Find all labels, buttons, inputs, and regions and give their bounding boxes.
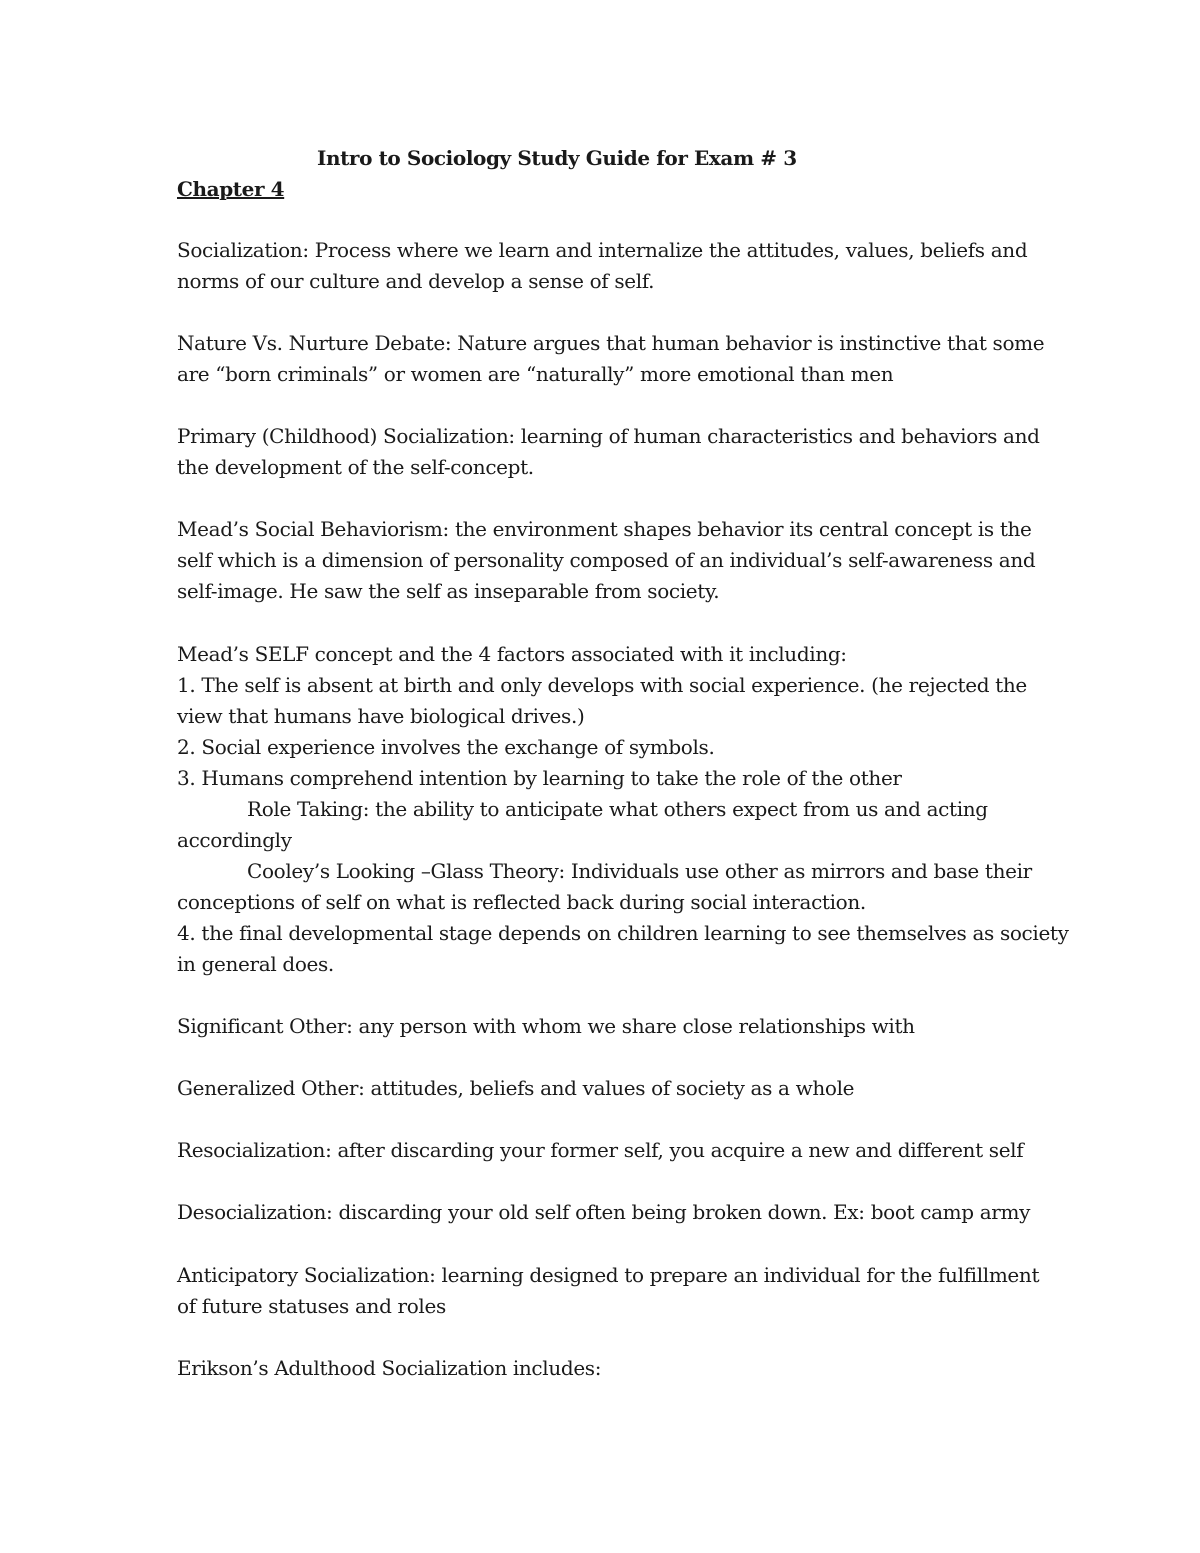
text-line: norms of our culture and develop a sense of self. (177, 269, 655, 293)
text-line: Mead’s Social Behaviorism: the environment shapes behavior its central concept is the (177, 517, 1032, 541)
text-line: self which is a dimension of personality composed of an individual’s self-awareness and (177, 548, 1036, 572)
text-line: Nature Vs. Nurture Debate: Nature argues that human behavior is instinctive that some (177, 331, 1045, 355)
text-line: the development of the self-concept. (177, 455, 534, 479)
text-line: Significant Other: any person with whom we share close relationships with (177, 1014, 915, 1038)
text-line: Resocialization: after discarding your former self, you acquire a new and different self (177, 1138, 1024, 1162)
text-line: are “born criminals” or women are “naturally” more emotional than men (177, 362, 894, 386)
document-title: Intro to Sociology Study Guide for Exam # 3 (317, 146, 797, 170)
text-line: self-image. He saw the self as inseparable from society. (177, 579, 720, 603)
text-line: of future statuses and roles (177, 1294, 446, 1318)
text-line: Socialization: Process where we learn and internalize the attitudes, values, beliefs and (177, 238, 1028, 262)
text-line: conceptions of self on what is reflected back during social interaction. (177, 890, 866, 914)
chapter-heading: Chapter 4 (177, 177, 285, 201)
text-line: 4. the final developmental stage depends on children learning to see themselves as society (177, 921, 1069, 945)
text-line: accordingly (177, 828, 292, 852)
text-line: view that humans have biological drives.) (177, 704, 585, 728)
text-line: Cooley’s Looking –Glass Theory: Individuals use other as mirrors and base their (247, 859, 1032, 883)
text-line: Generalized Other: attitudes, beliefs and values of society as a whole (177, 1076, 855, 1100)
text-line: 1. The self is absent at birth and only develops with social experience. (he rejected the (177, 673, 1027, 697)
text-line: Anticipatory Socialization: learning designed to prepare an individual for the fulfillment (177, 1263, 1040, 1287)
text-line: Erikson’s Adulthood Socialization includes: (177, 1356, 602, 1380)
text-line: Mead’s SELF concept and the 4 factors associated with it including: (177, 642, 847, 666)
text-line: Desocialization: discarding your old self often being broken down. Ex: boot camp army (177, 1200, 1031, 1224)
text-line: 3. Humans comprehend intention by learning to take the role of the other (177, 766, 902, 790)
text-line: 2. Social experience involves the exchange of symbols. (177, 735, 715, 759)
text-line: in general does. (177, 952, 334, 976)
text-line: Primary (Childhood) Socialization: learning of human characteristics and behaviors and (177, 424, 1040, 448)
text-line: Role Taking: the ability to anticipate what others expect from us and acting (247, 797, 988, 821)
